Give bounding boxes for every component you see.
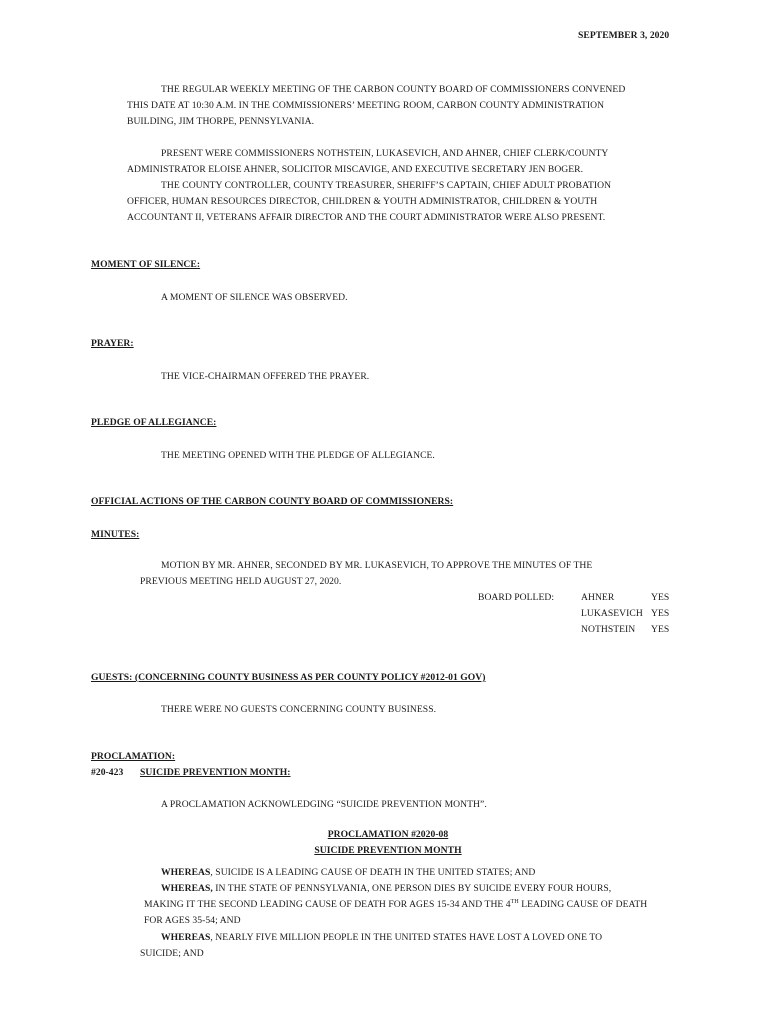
section-heading-prayer: PRAYER: (91, 338, 134, 349)
ordinal-suffix: TH (510, 899, 519, 905)
whereas-line: SUICIDE; AND (140, 948, 204, 959)
whereas-text: IN THE STATE OF PENNSYLVANIA, ONE PERSON DIES BY SUICIDE EVERY FOUR HOURS, (212, 883, 612, 894)
silence-text: A MOMENT OF SILENCE WAS OBSERVED. (161, 292, 348, 303)
vote-result: YES (651, 608, 670, 619)
whereas-clause (161, 867, 535, 879)
section-heading-silence: MOMENT OF SILENCE: (91, 259, 201, 270)
proclamation-item-number: #20-423 (91, 767, 124, 778)
whereas-text: LEADING CAUSE OF DEATH (518, 899, 648, 910)
intro-line: BUILDING, JIM THORPE, PENNSYLVANIA. (127, 116, 315, 127)
intro-line: THIS DATE AT 10:30 A.M. IN THE COMMISSIONERS’ MEETING ROOM, CARBON COUNTY ADMINISTRATION (127, 100, 605, 111)
section-heading-guests: GUESTS: (CONCERNING COUNTY BUSINESS AS PER COUNTY POLICY #2012-01 GOV) (91, 672, 486, 683)
attendance-line: ADMINISTRATOR ELOISE AHNER, SOLICITOR MISCAVIGE, AND EXECUTIVE SECRETARY JEN BOGER. (127, 164, 584, 175)
minutes-motion-line: MOTION BY MR. AHNER, SECONDED BY MR. LUKASEVICH, TO APPROVE THE MINUTES OF THE (161, 560, 593, 571)
vote-result: YES (651, 592, 670, 603)
whereas-line (144, 899, 647, 911)
section-heading-pledge: PLEDGE OF ALLEGIANCE: (91, 417, 217, 428)
section-heading-minutes: MINUTES: (91, 529, 140, 540)
whereas-keyword: WHEREAS, (161, 883, 213, 894)
vote-name: AHNER (581, 592, 615, 603)
pledge-text: THE MEETING OPENED WITH THE PLEDGE OF ALLEGIANCE. (161, 450, 435, 461)
whereas-clause (161, 883, 611, 895)
proclamation-center-title: PROCLAMATION #2020-08 (327, 829, 449, 840)
attendance-line: OFFICER, HUMAN RESOURCES DIRECTOR, CHILDREN & YOUTH ADMINISTRATOR, CHILDREN & YOUTH (127, 196, 598, 207)
whereas-text: , NEARLY FIVE MILLION PEOPLE IN THE UNITED STATES HAVE LOST A LOVED ONE TO (210, 932, 603, 943)
whereas-clause (161, 932, 602, 944)
minutes-motion-line: PREVIOUS MEETING HELD AUGUST 27, 2020. (140, 576, 342, 587)
intro-line: THE REGULAR WEEKLY MEETING OF THE CARBON COUNTY BOARD OF COMMISSIONERS CONVENED (161, 84, 626, 95)
whereas-keyword: WHEREAS (161, 867, 211, 878)
whereas-text: , SUICIDE IS A LEADING CAUSE OF DEATH IN THE UNITED STATES; AND (210, 867, 536, 878)
vote-result: YES (651, 624, 670, 635)
whereas-line: FOR AGES 35-54; AND (144, 915, 241, 926)
board-polled-label: BOARD POLLED: (478, 592, 555, 603)
attendance-line: PRESENT WERE COMMISSIONERS NOTHSTEIN, LUKASEVICH, AND AHNER, CHIEF CLERK/COUNTY (161, 148, 609, 159)
vote-name: NOTHSTEIN (581, 624, 636, 635)
whereas-text: MAKING IT THE SECOND LEADING CAUSE OF DEATH FOR AGES 15-34 AND THE 4 (144, 899, 511, 910)
proclamation-center-subtitle: SUICIDE PREVENTION MONTH (314, 845, 462, 856)
guests-text: THERE WERE NO GUESTS CONCERNING COUNTY BUSINESS. (161, 704, 437, 715)
attendance-line: THE COUNTY CONTROLLER, COUNTY TREASURER, SHERIFF’S CAPTAIN, CHIEF ADULT PROBATION (161, 180, 612, 191)
attendance-line: ACCOUNTANT II, VETERANS AFFAIR DIRECTOR AND THE COURT ADMINISTRATOR WERE ALSO PRESENT. (127, 212, 606, 223)
prayer-text: THE VICE-CHAIRMAN OFFERED THE PRAYER. (161, 371, 370, 382)
whereas-keyword: WHEREAS (161, 932, 211, 943)
proclamation-item-title: SUICIDE PREVENTION MONTH: (140, 767, 291, 778)
section-heading-official-actions: OFFICIAL ACTIONS OF THE CARBON COUNTY BOARD OF COMMISSIONERS: (91, 496, 454, 507)
meeting-date: SEPTEMBER 3, 2020 (578, 30, 670, 41)
vote-name: LUKASEVICH (581, 608, 643, 619)
section-heading-proclamation: PROCLAMATION: (91, 751, 176, 762)
proclamation-text: A PROCLAMATION ACKNOWLEDGING “SUICIDE PREVENTION MONTH”. (161, 799, 487, 810)
